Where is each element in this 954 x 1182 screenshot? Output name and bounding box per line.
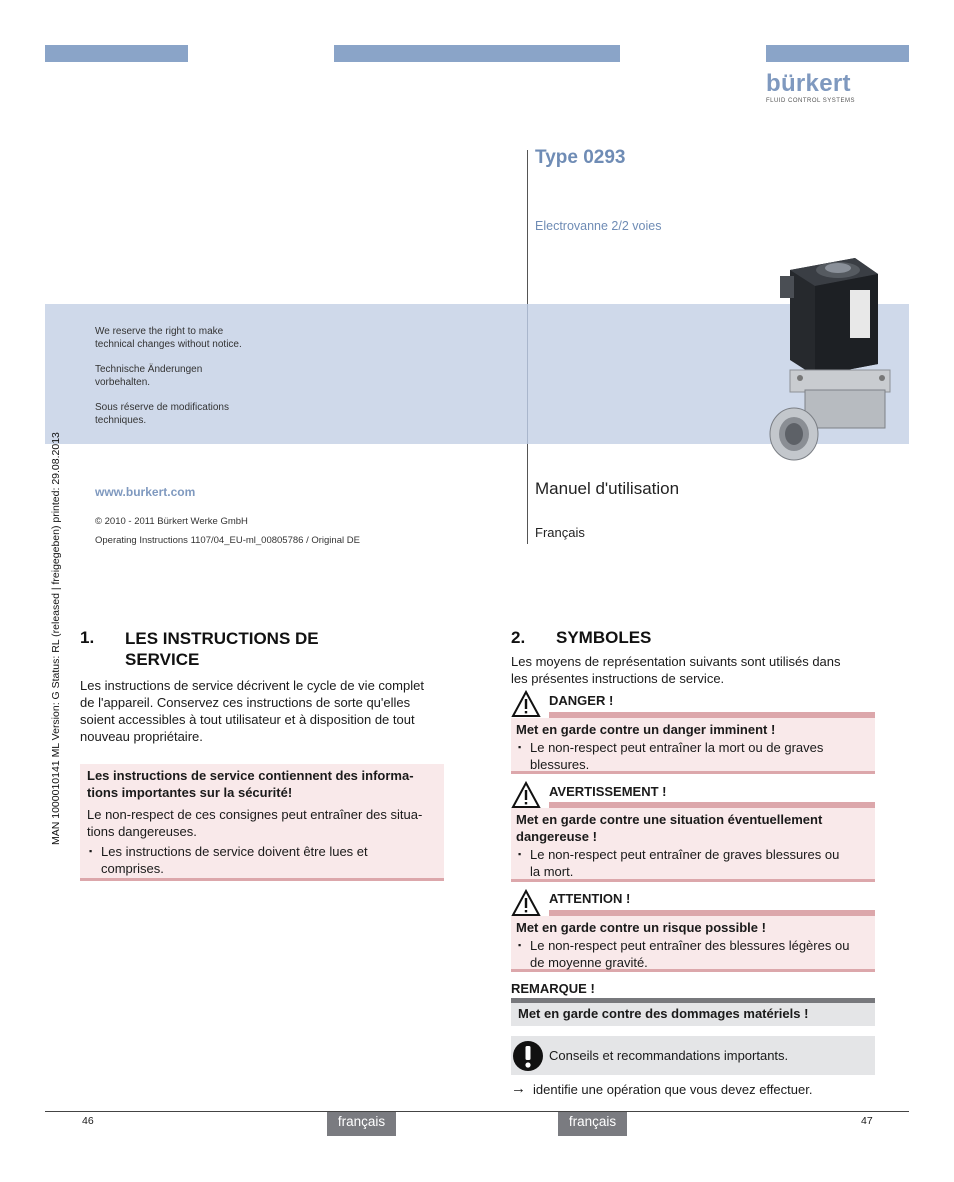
- logo-word: bürkert: [766, 70, 851, 97]
- danger-box: [511, 718, 875, 774]
- tip-text: Conseils et recommandations importants.: [549, 1048, 789, 1063]
- danger-bullet: ▪ Le non-respect peut entraîner la mort ou de graves blessures.: [516, 739, 870, 773]
- operating-instructions-id: Operating Instructions 1107/04_EU-ml_00805786 / Original DE: [95, 535, 360, 546]
- avertissement-box: [511, 808, 875, 882]
- attention-label: ATTENTION !: [549, 891, 631, 906]
- warning-triangle-icon: [511, 889, 541, 917]
- avertissement-heading: Met en garde contre une situation éventuellement dangereuse !: [516, 812, 823, 844]
- footer-rule: [45, 1111, 909, 1112]
- section1-number: 1.: [80, 628, 95, 647]
- remarque-box: [511, 1003, 875, 1026]
- notice-french: Sous réserve de modifications techniques.: [95, 402, 229, 426]
- notice-english: We reserve the right to make technical changes without notice.: [95, 326, 242, 350]
- header-bar-right: [766, 45, 909, 62]
- warning-triangle-icon: [511, 781, 541, 809]
- remarque-heading: Met en garde contre des dommages matériels !: [518, 1006, 809, 1021]
- cover-divider-bottom: [527, 444, 528, 544]
- header-bar-center: [334, 45, 620, 62]
- document-status-vertical: MAN 1000010141 ML Version: G Status: RL (released | freigegeben) printed: 29.08.2013: [50, 432, 62, 845]
- copyright: © 2010 - 2011 Bürkert Werke GmbH: [95, 516, 248, 527]
- attention-heading: Met en garde contre un risque possible !: [516, 920, 766, 935]
- section1-intro: Les instructions de service décrivent le cycle de vie complet de l'appareil. Conservez ces instructions de sorte qu'elles soient accessibles à tout utilisateur et à disposition de tout nouveau propriétaire.: [80, 678, 424, 744]
- safety-notice-box: [80, 764, 444, 881]
- product-type-title: Type 0293: [535, 147, 626, 168]
- safety-notice-bullet: ▪ Les instructions de service doivent être lues et comprises.: [87, 843, 437, 877]
- header-bar-left: [45, 45, 188, 62]
- danger-heading: Met en garde contre un danger imminent !: [516, 722, 776, 737]
- language-tab-left: français: [327, 1112, 396, 1136]
- band-divider: [527, 304, 528, 444]
- burkert-logo: [766, 72, 856, 104]
- section1-title: LES INSTRUCTIONS DE SERVICE: [125, 629, 319, 669]
- attention-bullet: ▪ Le non-respect peut entraîner des blessures légères ou de moyenne gravité.: [516, 937, 870, 971]
- page-number-left: 46: [82, 1115, 94, 1127]
- product-subtitle: Electrovanne 2/2 voies: [535, 219, 662, 233]
- page-number-right: 47: [861, 1115, 873, 1127]
- avertissement-label: AVERTISSEMENT !: [549, 784, 667, 799]
- logo-tagline: FLUID CONTROL SYSTEMS: [766, 98, 855, 104]
- website-link[interactable]: www.burkert.com: [95, 485, 196, 499]
- cover-language: Français: [535, 525, 585, 540]
- notice-german: Technische Änderungen vorbehalten.: [95, 364, 203, 388]
- attention-box: [511, 916, 875, 972]
- solenoid-valve-image: [760, 252, 910, 467]
- manual-title: Manuel d'utilisation: [535, 479, 680, 498]
- avertissement-bullet: ▪ Le non-respect peut entraîner de graves blessures ou la mort.: [516, 846, 870, 880]
- section2-title: SYMBOLES: [556, 628, 652, 647]
- arrow-symbol: →: [511, 1080, 526, 1097]
- language-tab-right: français: [558, 1112, 627, 1136]
- section2-intro: Les moyens de représentation suivants sont utilisés dans les présentes instructions de service.: [511, 654, 841, 686]
- safety-notice-title: Les instructions de service contiennent des informa- tions importantes sur la sécurité!: [87, 768, 414, 800]
- remarque-label: REMARQUE !: [511, 981, 595, 996]
- arrow-text: identifie une opération que vous devez effectuer.: [533, 1082, 813, 1097]
- section2-number: 2.: [511, 628, 526, 647]
- cover-divider-top: [527, 150, 528, 304]
- safety-notice-text: Le non-respect de ces consignes peut entraîner des situa- tions dangereuses.: [87, 807, 423, 839]
- warning-triangle-icon: [511, 690, 541, 718]
- exclamation-icon: [512, 1040, 544, 1072]
- danger-label: DANGER !: [549, 693, 614, 708]
